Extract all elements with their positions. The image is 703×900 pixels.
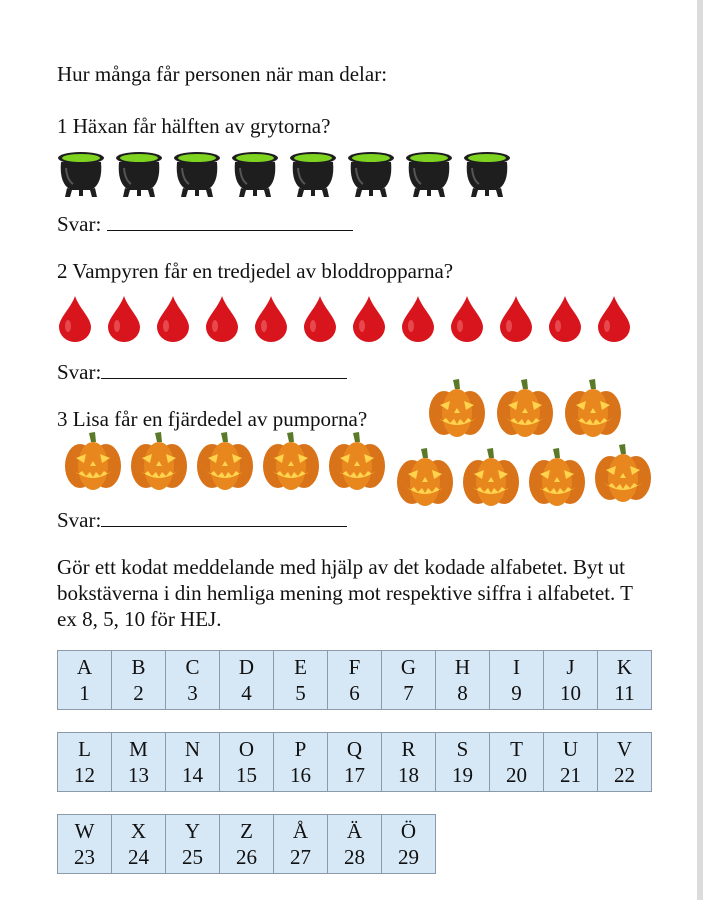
letter-number: 28 <box>344 845 365 869</box>
pumpkin-icon <box>592 442 654 504</box>
letter-number: 13 <box>128 763 149 787</box>
alphabet-cell-Y <box>166 815 220 874</box>
blood-drop-icon <box>106 294 142 342</box>
answer-line-2[interactable] <box>57 360 347 385</box>
blood-drop-icon <box>253 294 289 342</box>
pumpkin-icon <box>62 430 124 492</box>
letter-number: 17 <box>344 763 365 787</box>
question-3: 3 Lisa får en fjärdedel av pumporna? <box>57 407 368 431</box>
blood-drop-icon <box>57 294 93 342</box>
pumpkin-icon <box>326 430 388 492</box>
letter-number: 12 <box>74 763 95 787</box>
letter: Ä <box>346 819 363 843</box>
cauldron-icon <box>231 148 279 198</box>
alphabet-cell-D <box>220 651 274 710</box>
letter: F <box>348 655 361 679</box>
letter: A <box>76 655 93 679</box>
letter-number: 3 <box>187 681 198 705</box>
cauldron-icon <box>57 148 105 198</box>
pumpkin-icon <box>494 377 556 439</box>
blood-drop-icon <box>351 294 387 342</box>
cauldron-icon <box>405 148 453 198</box>
alphabet-cell-P <box>274 733 328 792</box>
question-1: 1 Häxan får hälften av grytorna? <box>57 114 331 138</box>
letter: P <box>294 737 307 761</box>
letter-number: 23 <box>74 845 95 869</box>
letter-number: 16 <box>290 763 311 787</box>
letter-number: 14 <box>182 763 203 787</box>
letter: Y <box>184 819 201 843</box>
blood-drop-icon <box>204 294 240 342</box>
letter-number: 21 <box>560 763 581 787</box>
answer-line-1[interactable] <box>57 212 353 237</box>
letter: S <box>456 737 469 761</box>
letter-number: 18 <box>398 763 419 787</box>
alphabet-cell-Ä <box>328 815 382 874</box>
letter-number: 5 <box>295 681 306 705</box>
alphabet-cell-R <box>382 733 436 792</box>
letter-number: 1 <box>79 681 90 705</box>
letter: K <box>616 655 633 679</box>
letter-number: 6 <box>349 681 360 705</box>
letter: C <box>185 655 200 679</box>
cauldron-icon <box>115 148 163 198</box>
pumpkin-icon <box>128 430 190 492</box>
alphabet-cell-Q <box>328 733 382 792</box>
letter-number: 19 <box>452 763 473 787</box>
letter-number: 24 <box>128 845 149 869</box>
pumpkin-icon <box>460 446 522 508</box>
alphabet-cell-N <box>166 733 220 792</box>
page-edge <box>697 0 703 900</box>
pumpkin-icon <box>194 430 256 492</box>
blood-drop-icon <box>400 294 436 342</box>
alphabet-cell-C <box>166 651 220 710</box>
letter: R <box>401 737 416 761</box>
alphabet-cell-L <box>58 733 112 792</box>
alphabet-cell-M <box>112 733 166 792</box>
letter: Z <box>240 819 253 843</box>
letter: Å <box>292 819 309 843</box>
letter: J <box>566 655 575 679</box>
letter-number: 2 <box>133 681 144 705</box>
letter-number: 25 <box>182 845 203 869</box>
question-2: 2 Vampyren får en tredjedel av bloddropparna? <box>57 259 454 283</box>
letter: Q <box>346 737 363 761</box>
alphabet-cell-H <box>436 651 490 710</box>
cauldron-row <box>57 148 521 198</box>
letter: L <box>78 737 91 761</box>
letter-number: 20 <box>506 763 527 787</box>
alphabet-cell-B <box>112 651 166 710</box>
alphabet-cell-K <box>598 651 652 710</box>
alphabet-table-3 <box>57 814 436 874</box>
letter-number: 10 <box>560 681 581 705</box>
letter: H <box>454 655 471 679</box>
letter-number: 27 <box>290 845 311 869</box>
letter: V <box>616 737 633 761</box>
letter: I <box>513 655 520 679</box>
blood-drop-icon <box>596 294 632 342</box>
blood-drop-row <box>57 294 645 342</box>
letter: T <box>510 737 523 761</box>
alphabet-cell-Å <box>274 815 328 874</box>
letter-number: 29 <box>398 845 419 869</box>
answer-line-3[interactable] <box>57 508 347 533</box>
blood-drop-icon <box>449 294 485 342</box>
letter-number: 8 <box>457 681 468 705</box>
letter-number: 15 <box>236 763 257 787</box>
answer-label: Svar: <box>57 212 107 236</box>
answer-blank[interactable] <box>107 212 353 231</box>
blood-drop-icon <box>155 294 191 342</box>
answer-blank[interactable] <box>101 508 347 527</box>
pumpkin-icon <box>426 377 488 439</box>
alphabet-cell-I <box>490 651 544 710</box>
letter: X <box>130 819 147 843</box>
answer-label: Svar: <box>57 508 102 532</box>
letter: M <box>129 737 148 761</box>
alphabet-cell-X <box>112 815 166 874</box>
alphabet-cell-V <box>598 733 652 792</box>
alphabet-cell-Z <box>220 815 274 874</box>
alphabet-cell-G <box>382 651 436 710</box>
alphabet-cell-E <box>274 651 328 710</box>
alphabet-cell-S <box>436 733 490 792</box>
pumpkin-icon <box>394 446 456 508</box>
letter-number: 26 <box>236 845 257 869</box>
cauldron-icon <box>347 148 395 198</box>
letter-number: 11 <box>614 681 635 705</box>
alphabet-cell-J <box>544 651 598 710</box>
blood-drop-icon <box>302 294 338 342</box>
letter-number: 4 <box>241 681 252 705</box>
alphabet-table-1 <box>57 650 652 710</box>
alphabet-cell-F <box>328 651 382 710</box>
letter: W <box>74 819 95 843</box>
answer-label: Svar: <box>57 360 102 384</box>
alphabet-cell-O <box>220 733 274 792</box>
answer-blank[interactable] <box>101 360 347 379</box>
alphabet-cell-W <box>58 815 112 874</box>
letter-number: 9 <box>511 681 522 705</box>
cauldron-icon <box>173 148 221 198</box>
alphabet-cell-U <box>544 733 598 792</box>
blood-drop-icon <box>498 294 534 342</box>
pumpkin-icon <box>260 430 322 492</box>
letter: Ö <box>400 819 417 843</box>
cauldron-icon <box>463 148 511 198</box>
letter: N <box>184 737 201 761</box>
blood-drop-icon <box>547 294 583 342</box>
letter: D <box>238 655 255 679</box>
alphabet-cell-Ö <box>382 815 436 874</box>
letter: E <box>294 655 307 679</box>
letter: B <box>131 655 146 679</box>
letter-number: 22 <box>614 763 635 787</box>
pumpkin-icon <box>526 446 588 508</box>
pumpkin-icon <box>562 377 624 439</box>
cauldron-icon <box>289 148 337 198</box>
letter: G <box>400 655 417 679</box>
letter: U <box>562 737 579 761</box>
letter-number: 7 <box>403 681 414 705</box>
alphabet-table-2 <box>57 732 652 792</box>
intro-heading: Hur många får personen när man delar: <box>57 62 388 86</box>
alphabet-cell-T <box>490 733 544 792</box>
code-instructions: Gör ett kodat meddelande med hjälp av det kodade alfabetet. Byt ut bokstäverna i din hemliga mening mot respektive siffra i alfabetet. T ex 8, 5, 10 för HEJ. <box>57 555 633 631</box>
letter: O <box>238 737 255 761</box>
alphabet-cell-A <box>58 651 112 710</box>
